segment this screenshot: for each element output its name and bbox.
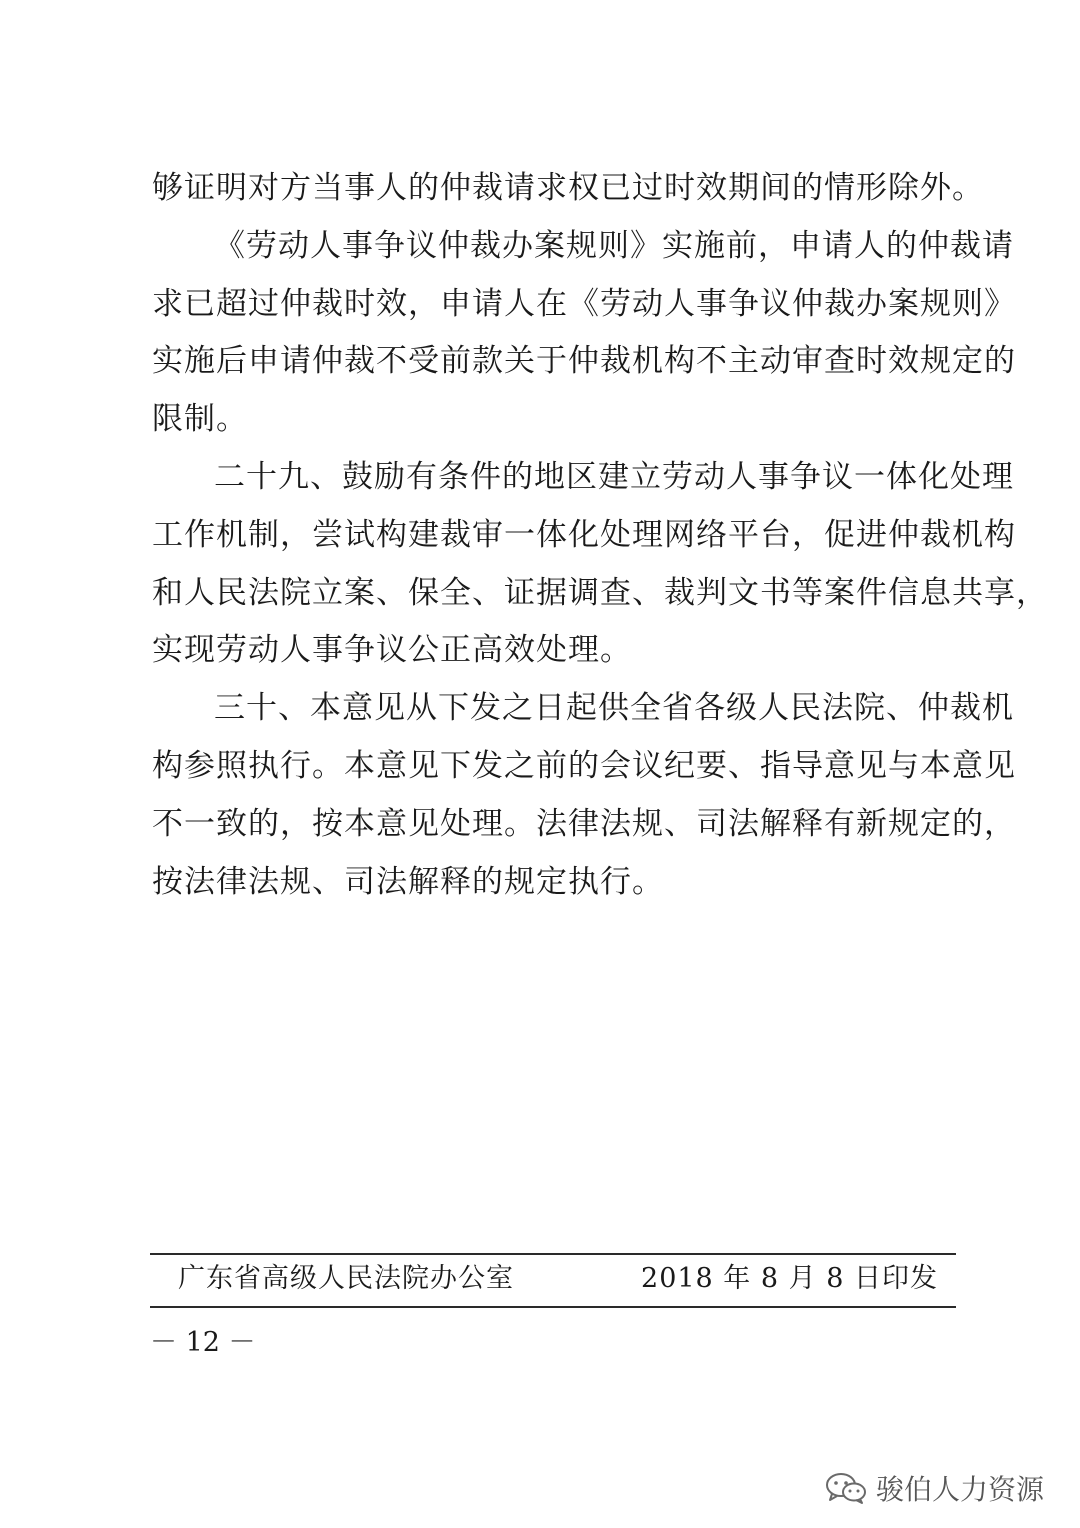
footer-top-rule <box>150 1253 956 1255</box>
watermark-text: 骏伯人力资源 <box>875 1473 1044 1506</box>
text-line: 工作机制，尝试构建裁审一体化处理网络平台，促进仲裁机构 <box>152 516 1016 553</box>
text-line: 按法律法规、司法解释的规定执行。 <box>152 863 664 900</box>
text-line: 三十、本意见从下发之日起供全省各级人民法院、仲裁机 <box>214 690 1014 727</box>
text-line: 二十九、鼓励有条件的地区建立劳动人事争议一体化处理 <box>214 458 1014 495</box>
wechat-icon <box>824 1471 868 1505</box>
text-line: 不一致的，按本意见处理。法律法规、司法解释有新规定的， <box>152 805 1016 842</box>
text-line: 限制。 <box>152 401 248 438</box>
page-number: － 12 － <box>150 1327 256 1358</box>
text-line: 够证明对方当事人的仲裁请求权已过时效期间的情形除外。 <box>152 170 984 206</box>
issue-date: 2018 年 8 月 8 日印发 <box>641 1263 938 1294</box>
text-line: 实施后申请仲裁不受前款关于仲裁机构不主动审查时效规定的 <box>152 343 1016 380</box>
text-line: 实现劳动人事争议公正高效处理。 <box>152 632 632 669</box>
text-line: 和人民法院立案、保全、证据调查、裁判文书等案件信息共享， <box>152 574 1048 611</box>
issuer-name: 广东省高级人民法院办公室 <box>178 1263 514 1294</box>
text-line: 构参照执行。本意见下发之前的会议纪要、指导意见与本意见 <box>152 747 1016 784</box>
watermark <box>824 1468 1044 1508</box>
footer-bottom-rule <box>150 1306 956 1308</box>
document-body <box>152 168 1048 919</box>
text-line: 《劳动人事争议仲裁办案规则》实施前，申请人的仲裁请 <box>214 227 1014 264</box>
text-line: 求已超过仲裁时效，申请人在《劳动人事争议仲裁办案规则》 <box>152 285 1016 322</box>
